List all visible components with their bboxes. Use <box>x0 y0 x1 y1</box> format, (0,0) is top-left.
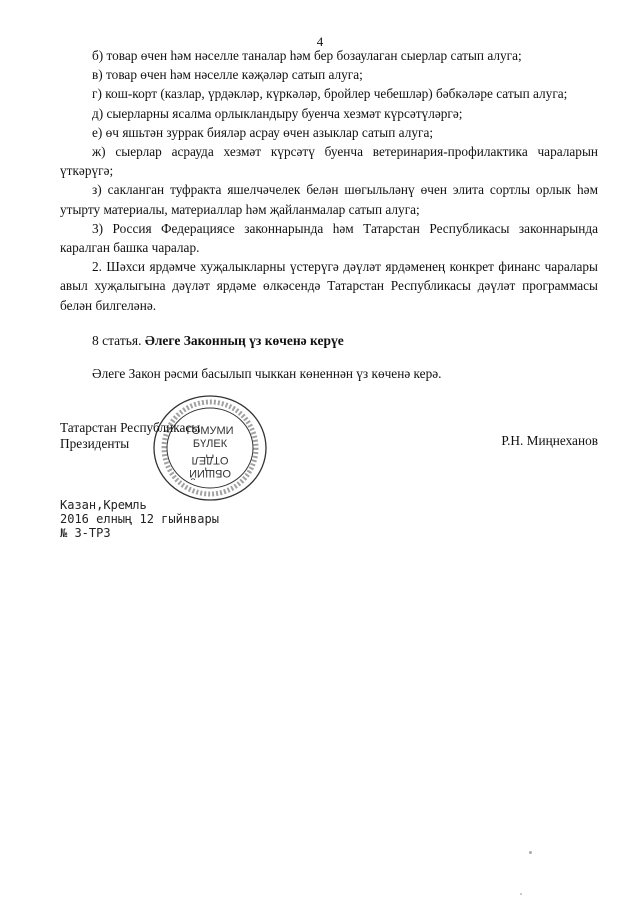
footer-city: Казан,Кремль <box>60 498 147 512</box>
law-body-text <box>60 46 598 315</box>
paragraph-v: в) товар өчен һәм нәселле кәҗәләр сатып алуга; <box>92 67 363 83</box>
official-stamp <box>150 392 270 504</box>
page-number: 4 <box>316 34 324 49</box>
paragraph-g: г) кош-корт (казлар, үрдәкләр, күркәләр, бройлер чебешләр) бәбкәләре сатып алуга; <box>92 86 568 102</box>
stamp-line-2: БҮЛЕК <box>192 438 228 450</box>
paragraph-e: е) өч яшьтән зуррак бияләр асрау өчен азыклар сатып алуга; <box>92 124 434 140</box>
signatory-name: Р.Н. Миңнеханов <box>501 433 598 448</box>
signature-title-line-2: Президенты <box>60 436 130 451</box>
footer-number: № 3-ТРЗ <box>60 526 111 540</box>
paragraph-d: д) сыерларны ясалма орлыкландыру буенча хезмәт күрсәтүләргә; <box>92 105 463 121</box>
paragraph-section-2: 2. Шәхси ярдәмче хуҗалыкларны үстерүгә дәүләт ярдәменең конкрет финанс чаралары авыл хуҗалыгына дәүләт ярдәме өлкәсендә Татарстан Республикасы дәүләт программасы белән билгеләнә. <box>60 259 598 313</box>
scan-speck <box>529 851 532 854</box>
stamp-line-1: ГОМУМИ <box>186 425 234 437</box>
paragraph-b: б) товар өчен һәм нәселле таналар һәм бер бозаулаган сыерлар сатып алуга; <box>92 48 522 63</box>
scan-speck <box>520 893 522 895</box>
paragraph-zh: ж) сыерлар асрауда хезмәт күрсәтү буенча ветеринария-профилактика чараларын үткәрүгә; <box>60 144 598 179</box>
article-heading <box>92 333 344 349</box>
paragraph-3: 3) Россия Федерациясе законнарында һәм Татарстан Республикасы законнарында каралган башка чаралар. <box>60 220 598 256</box>
paragraph-z: з) сакланган туфракта яшелчәчелек белән шөгыльләнү өчен элита сортлы орлык һәм утырту материалы, материаллар һәм җайланмалар сатып алуга; <box>60 182 598 217</box>
article-prefix: 8 статья. <box>92 333 142 348</box>
signature-title-line-1: Татарстан Республикасы <box>60 420 201 435</box>
document-footer <box>60 498 219 540</box>
stamp-line-4: ОТДЕЛ <box>191 454 229 466</box>
article-title: Әлеге Законның үз көченә керүе <box>144 333 344 348</box>
article-text: Әлеге Закон рәсми басылып чыккан көненнән үз көченә керә. <box>92 366 442 381</box>
footer-date: 2016 елның 12 гыйнвары <box>60 512 219 526</box>
stamp-line-3: ОБЩИЙ <box>189 467 231 479</box>
